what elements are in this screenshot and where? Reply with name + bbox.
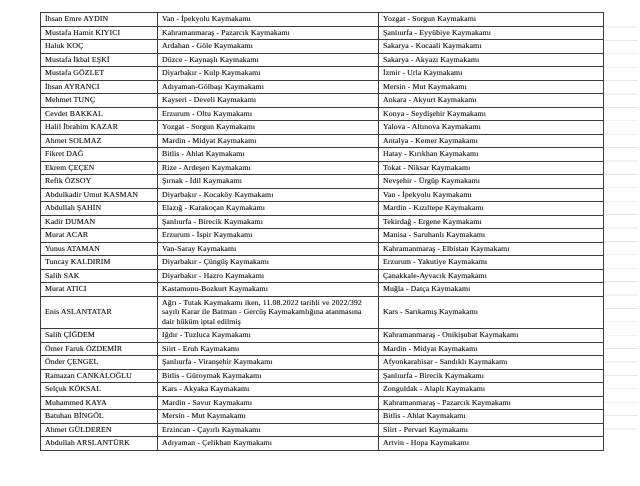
previous-post-cell: Iğdır - Tuzluca Kaymakamı	[158, 329, 379, 343]
previous-post-cell: Diyarbakır - Çüngüş Kaymakamı	[158, 256, 379, 270]
previous-post-cell: Diyarbakır - Hazro Kaymakamı	[158, 269, 379, 283]
table-row	[41, 256, 604, 270]
previous-post-cell: Bitlis - Güroymak Kaymakamı	[158, 369, 379, 383]
table-row	[41, 121, 604, 135]
previous-post-cell: Yozgat - Sorgun Kaymakamı	[158, 121, 379, 135]
table-row	[41, 242, 604, 256]
new-post-cell: Mersin - Mut Kaymakamı	[379, 80, 604, 94]
previous-post-cell: Adıyaman-Gölbaşı Kaymakamı	[158, 80, 379, 94]
name-cell: Salih SAK	[41, 269, 158, 283]
new-post-cell: Artvin - Hopa Kaymakamı	[379, 437, 604, 451]
new-post-cell: Antalya - Kemer Kaymakamı	[379, 134, 604, 148]
table-row	[41, 26, 604, 40]
new-post-cell: Siirt - Pervari Kaymakamı	[379, 423, 604, 437]
table-row	[41, 383, 604, 397]
table-row	[41, 356, 604, 370]
previous-post-cell: Mardin - Savur Kaymakamı	[158, 396, 379, 410]
new-post-cell: Zonguldak - Alaplı Kaymakamı	[379, 383, 604, 397]
table-row	[41, 94, 604, 108]
previous-post-cell: Kahramanmaraş - Pazarcık Kaymakamı	[158, 26, 379, 40]
new-post-cell: Konya - Seydişehir Kaymakamı	[379, 107, 604, 121]
previous-post-cell: Erzurum - Oltu Kaymakamı	[158, 107, 379, 121]
table-row	[41, 329, 604, 343]
new-post-cell: Mardin - Kızıltepe Kaymakamı	[379, 202, 604, 216]
table-row	[41, 13, 604, 27]
new-post-cell: Muğla - Datça Kaymakamı	[379, 283, 604, 297]
previous-post-cell: Rize - Ardeşen Kaymakamı	[158, 161, 379, 175]
table-row	[41, 80, 604, 94]
table-row	[41, 410, 604, 424]
name-cell: Ahmet GÜLDEREN	[41, 423, 158, 437]
appointments-table-body	[41, 13, 604, 451]
scan-bleed-marks	[604, 14, 638, 442]
new-post-cell: Van - İpekyolu Kaymakamı	[379, 188, 604, 202]
new-post-cell: İzmir - Urla Kaymakamı	[379, 67, 604, 81]
previous-post-cell: Kars - Akyaka Kaymakamı	[158, 383, 379, 397]
previous-post-cell: Van - İpekyolu Kaymakamı	[158, 13, 379, 27]
table-row	[41, 369, 604, 383]
table-row	[41, 229, 604, 243]
previous-post-cell: Şanlıurfa - Viranşehir Kaymakamı	[158, 356, 379, 370]
name-cell: Cevdet BAKKAL	[41, 107, 158, 121]
name-cell: Muhammed KAYA	[41, 396, 158, 410]
new-post-cell: Kahramanmaraş - Onikişubat Kaymakamı	[379, 329, 604, 343]
name-cell: Ekrem ÇEÇEN	[41, 161, 158, 175]
previous-post-cell: Adıyaman - Çelikhan Kaymakamı	[158, 437, 379, 451]
name-cell: Mustafa Hamit KIYICI	[41, 26, 158, 40]
name-cell: Abdullah ŞAHİN	[41, 202, 158, 216]
new-post-cell: Sakarya - Kocaali Kaymakamı	[379, 40, 604, 54]
new-post-cell: Kahramanmaraş - Pazarcık Kaymakamı	[379, 396, 604, 410]
table-row	[41, 437, 604, 451]
name-cell: Enis ASLANTATAR	[41, 296, 158, 329]
new-post-cell: Çanakkale-Ayvacık Kaymakamı	[379, 269, 604, 283]
new-post-cell: Bitlis - Ahlat Kaymakamı	[379, 410, 604, 424]
name-cell: Önder ÇENGEL	[41, 356, 158, 370]
name-cell: Refik ÖZSOY	[41, 175, 158, 189]
name-cell: Murat ACAR	[41, 229, 158, 243]
new-post-cell: Kars - Sarıkamış Kaymakamı	[379, 296, 604, 329]
name-cell: Yunus ATAMAN	[41, 242, 158, 256]
appointments-table	[40, 12, 604, 451]
name-cell: Batuhan BİNGÖL	[41, 410, 158, 424]
name-cell: Ömer Faruk ÖZDEMİR	[41, 342, 158, 356]
new-post-cell: Tokat - Niksar Kaymakamı	[379, 161, 604, 175]
name-cell: Tuncay KALDIRIM	[41, 256, 158, 270]
previous-post-cell: Kastamonu-Bozkurt Kaymakamı	[158, 283, 379, 297]
new-post-cell: Manisa - Saruhanlı Kaymakamı	[379, 229, 604, 243]
name-cell: Abdullah ARSLANTÜRK	[41, 437, 158, 451]
previous-post-cell: Elazığ - Karakoçan Kaymakamı	[158, 202, 379, 216]
table-row	[41, 396, 604, 410]
new-post-cell: Hatay - Kırıkhan Kaymakamı	[379, 148, 604, 162]
new-post-cell: Yozgat - Sorgun Kaymakamı	[379, 13, 604, 27]
previous-post-cell: Van-Saray Kaymakamı	[158, 242, 379, 256]
table-row	[41, 423, 604, 437]
previous-post-cell: Mersin - Mut Kaymakamı	[158, 410, 379, 424]
name-cell: Salih ÇİĞDEM	[41, 329, 158, 343]
new-post-cell: Ankara - Akyurt Kaymakamı	[379, 94, 604, 108]
previous-post-cell: Ardahan - Göle Kaymakamı	[158, 40, 379, 54]
new-post-cell: Şanlıurfa - Birecik Kaymakamı	[379, 369, 604, 383]
table-row	[41, 40, 604, 54]
name-cell: Mehmet TUNÇ	[41, 94, 158, 108]
previous-post-cell: Erzincan - Çayırlı Kaymakamı	[158, 423, 379, 437]
previous-post-cell: Kayseri - Develi Kaymakamı	[158, 94, 379, 108]
name-cell: Abdulkadir Umut KASMAN	[41, 188, 158, 202]
table-row	[41, 283, 604, 297]
new-post-cell: Şanlıurfa - Eyyübiye Kaymakamı	[379, 26, 604, 40]
previous-post-cell: Siirt - Eruh Kaymakamı	[158, 342, 379, 356]
table-row	[41, 188, 604, 202]
table-row	[41, 148, 604, 162]
table-row	[41, 67, 604, 81]
name-cell: İhsan AYRANCI	[41, 80, 158, 94]
name-cell: Murat ATICI	[41, 283, 158, 297]
table-row	[41, 269, 604, 283]
new-post-cell: Mardin - Midyat Kaymakamı	[379, 342, 604, 356]
new-post-cell: Afyonkarahisar - Sandıklı Kaymakamı	[379, 356, 604, 370]
new-post-cell: Yalova - Altınova Kaymakamı	[379, 121, 604, 135]
name-cell: Mustafa İkbal EŞKİ	[41, 53, 158, 67]
name-cell: Mustafa GÖZLET	[41, 67, 158, 81]
previous-post-cell: Şırnak - İdil Kaymakamı	[158, 175, 379, 189]
new-post-cell: Sakarya - Akyazı Kaymakamı	[379, 53, 604, 67]
name-cell: İhsan Emre AYDIN	[41, 13, 158, 27]
name-cell: Haluk KOÇ	[41, 40, 158, 54]
table-row	[41, 175, 604, 189]
table-row	[41, 134, 604, 148]
previous-post-cell: Bitlis - Ahlat Kaymakamı	[158, 148, 379, 162]
name-cell: Fikret DAĞ	[41, 148, 158, 162]
table-row	[41, 107, 604, 121]
new-post-cell: Tekirdağ - Ergene Kaymakamı	[379, 215, 604, 229]
new-post-cell: Nevşehir - Ürgüp Kaymakamı	[379, 175, 604, 189]
name-cell: Kadir DUMAN	[41, 215, 158, 229]
name-cell: Ahmet SOLMAZ	[41, 134, 158, 148]
table-row	[41, 342, 604, 356]
previous-post-cell: Düzce - Kaynaşlı Kaymakamı	[158, 53, 379, 67]
new-post-cell: Erzurum - Yakutiye Kaymakamı	[379, 256, 604, 270]
previous-post-cell: Erzurum - İspir Kaymakamı	[158, 229, 379, 243]
name-cell: Ramazan CANKALOĞLU	[41, 369, 158, 383]
table-row	[41, 161, 604, 175]
table-row	[41, 53, 604, 67]
previous-post-cell: Mardin - Midyat Kaymakamı	[158, 134, 379, 148]
previous-post-cell: Şanlıurfa - Birecik Kaymakamı	[158, 215, 379, 229]
table-row	[41, 215, 604, 229]
table-row	[41, 296, 604, 329]
name-cell: Halil İbrahim KAZAR	[41, 121, 158, 135]
previous-post-cell: Ağrı - Tutak Kaymakamı iken, 11.08.2022 tarihli ve 2022/392 sayılı Karar ile Batman - Gercüş Kaymakamlığına atanmasına dair hüküm iptal edilmiş	[158, 296, 379, 329]
previous-post-cell: Diyarbakır - Kocaköy Kaymakamı	[158, 188, 379, 202]
previous-post-cell: Diyarbakır - Kulp Kaymakamı	[158, 67, 379, 81]
name-cell: Selçuk KÖKSAL	[41, 383, 158, 397]
table-row	[41, 202, 604, 216]
new-post-cell: Kahramanmaraş - Elbistan Kaymakamı	[379, 242, 604, 256]
